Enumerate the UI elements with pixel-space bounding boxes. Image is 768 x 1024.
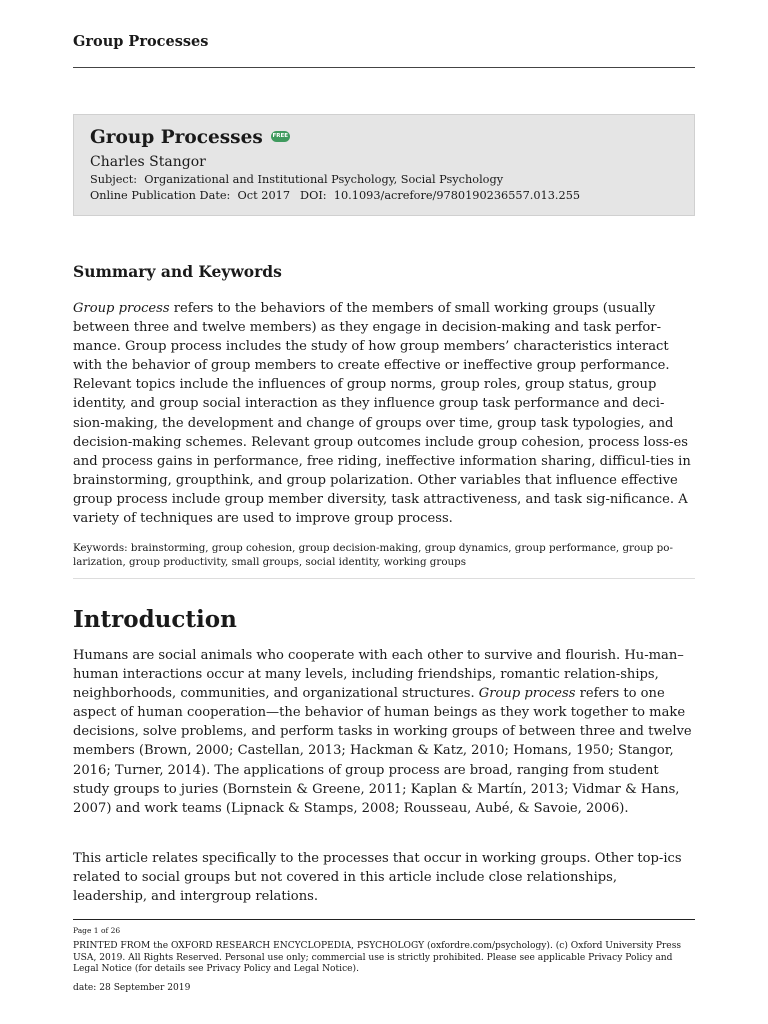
summary-divider [73,578,695,579]
copyright-notice: PRINTED FROM the OXFORD RESEARCH ENCYCLOPEDIA, PSYCHOLOGY (oxfordre.com/psychology). (c) Oxford University Press USA, 2019. All Rights Reserved. Personal use only; commercial use is strictly prohibited. Please see applicable Privacy Policy and Legal Notice (for details see Privacy Policy and Legal Notice). [73,941,682,974]
print-date: date: 28 September 2019 [73,983,191,993]
abstract-text: refers to the behaviors of the members of small working groups (usually between three and twelve members) as they engage in decision-making and task perfor-mance. Group process includes the study of how group members’ characteristics interact with the behavior of group members to create effective or ineffective group performance. Relevant topics include the influences of group norms, group roles, group status, group identity, and group social interaction as they influence group task performance and deci-sion-making, the development and change of groups over time, group task typologies, and decision-making schemes. Relevant group outcomes include group cohesion, process loss-es and process gains in performance, free riding, ineffective information sharing, difficul-ties in brainstorming, groupthink, and group polarization. Other variables that influence effective group process include group member diversity, task attractiveness, and task sig-nificance. A variety of techniques are used to improve group process. [73,301,691,527]
header-rule [73,67,695,68]
publication-line [90,189,580,202]
intro-p1-before: Humans are social animals who cooperate with each other to survive and flourish. Hu-man–human interactions occur at many levels, including friendships, romantic relation-ships, neighborhoods, communities, and organizational structures. [73,648,684,702]
article-info-box [73,114,695,216]
subject-line [90,173,503,186]
page-number: Page 1 of 26 [73,926,121,935]
subject-value: Organizational and Institutional Psychology, Social Psychology [144,173,504,186]
intro-paragraph-1 [73,646,695,818]
footer-rule [73,919,695,920]
article-author: Charles Stangor [90,154,206,170]
abstract-paragraph [73,299,695,528]
intro-p1-after: refers to one aspect of human cooperation—the behavior of human beings as they work together to make decisions, solve problems, and perform tasks in working groups of between three and twelve members (Brown, 2000; Castellan, 2013; Hackman & Katz, 2010; Homans, 1950; Stangor, 2016; Turner, 2014). The applications of group process are broad, ranging from student study groups to juries (Bornstein & Greene, 2011; Kaplan & Martín, 2013; Vidmar & Hans, 2007) and work teams (Lipnack & Stamps, 2008; Rousseau, Aubé, & Savoie, 2006). [73,686,692,816]
abstract-lead-term: Group process [73,301,170,316]
doi-value[interactable]: 10.1093/acrefore/9780190236557.013.255 [333,189,581,202]
summary-heading: Summary and Keywords [73,262,282,281]
article-title: Group Processes [90,127,263,148]
keywords-line: Keywords: brainstorming, group cohesion, group decision-making, group dynamics, group performance, group po-larization, group productivity, small groups, social identity, working groups [73,542,673,568]
article-title-line [90,127,290,148]
free-badge-icon: FREE [271,131,290,142]
pubdate-value: Oct 2017 [237,189,291,202]
doi-label: DOI: [300,189,327,202]
subject-label: Subject: [90,173,138,186]
intro-paragraph-2: This article relates specifically to the processes that occur in working groups. Other top-ics related to social groups but not covered in this article include close relationships, leadership, and intergroup relations. [73,851,682,905]
intro-p1-term: Group process [478,686,576,702]
pubdate-label: Online Publication Date: [90,189,231,202]
running-head: Group Processes [73,33,209,50]
introduction-heading: Introduction [73,606,237,633]
